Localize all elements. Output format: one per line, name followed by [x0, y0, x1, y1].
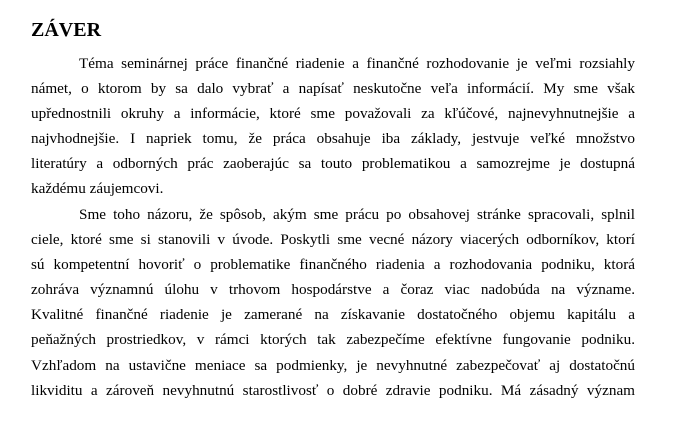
section-heading: ZÁVER	[31, 19, 102, 41]
paragraph-1-line-3: upřednostnili okruhy a informácie, ktoré sme považovali za kľúčové, najnevyhnutnejšie a	[31, 105, 635, 122]
paragraph-2-line-8: likviditu a zároveň nevyhnutnú starostlivosť o dobré zdravie podniku. Má zásadný význam	[31, 382, 635, 399]
paragraph-1-line-2: námet, o ktorom by sa dalo vybrať a napísať neskutočne veľa informácií. My sme však	[31, 80, 635, 97]
paragraph-2-line-6: peňažných prostriedkov, v rámci ktorých tak zabezpečíme efektívne fungovanie podniku.	[31, 331, 635, 348]
paragraph-1-line-6: každému záujemcovi.	[31, 180, 164, 197]
paragraph-1-line-5: literatúry a odborných prác zaoberajúc sa touto problematikou a samozrejme je dostupná	[31, 155, 635, 172]
paragraph-2-line-3: sú kompetentní hovoriť o problematike finančného riadenia a rozhodovania podniku, ktorá	[31, 256, 635, 273]
paragraph-2-line-1: Sme toho názoru, že spôsob, akým sme prácu po obsahovej stránke spracovali, splnil	[79, 206, 635, 223]
paragraph-2-line-2: ciele, ktoré sme si stanovili v úvode. Poskytli sme vecné názory viacerých odborníkov, ktorí	[31, 231, 635, 248]
paragraph-2-line-5: Kvalitné finančné riadenie je zamerané na získavanie dostatočného objemu kapitálu a	[31, 306, 635, 323]
paragraph-2-line-7: Vzhľadom na ustavične meniace sa podmienky, je nevyhnutné zabezpečovať aj dostatočnú	[31, 357, 635, 374]
paragraph-1-line-1: Téma seminárnej práce finančné riadenie a finančné rozhodovanie je veľmi rozsiahly	[79, 55, 635, 72]
paragraph-2-line-4: zohráva významnú úlohu v trhovom hospodárstve a čoraz viac nadobúda na význame.	[31, 281, 635, 298]
paragraph-1-line-4: najvhodnejšie. I napriek tomu, že práca obsahuje iba základy, jestvuje veľké množstvo	[31, 130, 635, 147]
